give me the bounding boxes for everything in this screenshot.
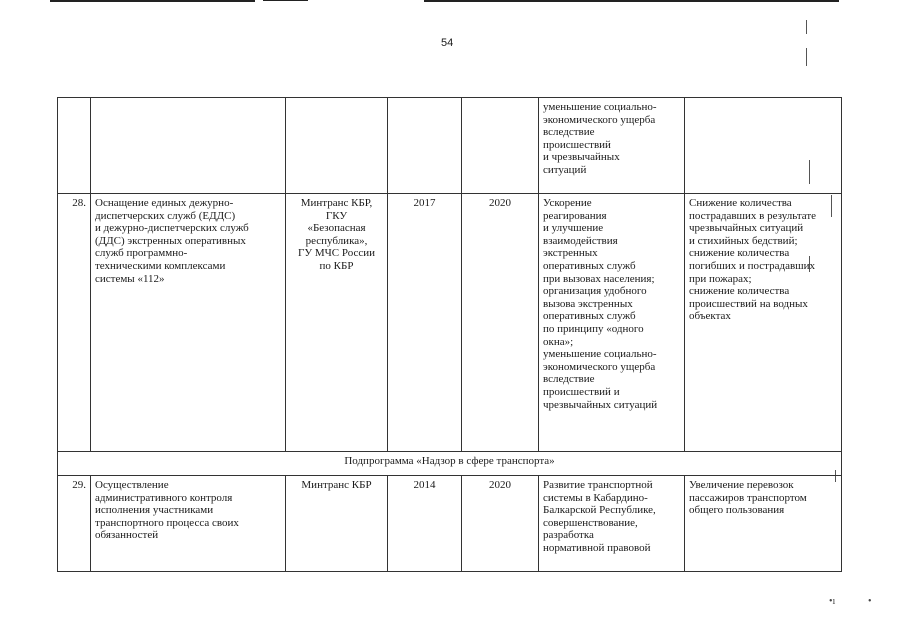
measures-table: [57, 97, 842, 572]
scan-dot: •ı: [829, 596, 836, 607]
margin-mark: [806, 48, 807, 66]
scan-edge-line-left: [50, 0, 255, 2]
expected-result: Развитие транспортной системы в Кабардино- Балкарской Республике, совершенствование, разработка нормативной правовой: [539, 476, 685, 572]
table-row: [58, 98, 842, 194]
table-row: [58, 476, 842, 572]
table-row: [58, 194, 842, 452]
executor: [286, 98, 388, 194]
end-year: 2020: [462, 194, 539, 452]
row-number: 29.: [58, 476, 91, 572]
margin-mark: [806, 20, 807, 34]
expected-result: уменьшение социально- экономического ущерба вследствие происшествий и чрезвычайных ситуаций: [539, 98, 685, 194]
indicators: Снижение количества пострадавших в результате чрезвычайных ситуаций и стихийных бедствий; снижение количества погибших и пострадавших при пожарах; снижение количества происшествий на водных объектах: [685, 194, 842, 452]
end-year: 2020: [462, 476, 539, 572]
row-number: 28.: [58, 194, 91, 452]
measure-name: [91, 98, 286, 194]
measure-name: Осуществление административного контроля исполнения участниками транспортного процесса своих обязанностей: [91, 476, 286, 572]
executor: Минтранс КБР, ГКУ «Безопасная республика», ГУ МЧС России по КБР: [286, 194, 388, 452]
scan-edge-line-mid: [263, 0, 308, 1]
page-number: 54: [441, 37, 454, 49]
row-number: [58, 98, 91, 194]
executor: Минтранс КБР: [286, 476, 388, 572]
subprogram-row: [58, 452, 842, 476]
end-year: [462, 98, 539, 194]
scan-dot: •: [868, 596, 872, 607]
expected-result: Ускорение реагирования и улучшение взаимодействия экстренных оперативных служб при вызовах населения; организация удобного вызова экстренных оперативных служб по принципу «одного окна»; уменьшение социально- экономического ущерба вследствие происшествий и чрезвычайных ситуаций: [539, 194, 685, 452]
start-year: 2014: [388, 476, 462, 572]
start-year: [388, 98, 462, 194]
indicators: Увеличение перевозок пассажиров транспортом общего пользования: [685, 476, 842, 572]
subprogram-title: Подпрограмма «Надзор в сфере транспорта»: [58, 452, 842, 476]
scan-edge-line-right: [424, 0, 839, 2]
measure-name: Оснащение единых дежурно- диспетчерских служб (ЕДДС) и дежурно-диспетчерских служб (ДДС) экстренных оперативных служб программно- техническими комплексами системы «112»: [91, 194, 286, 452]
start-year: 2017: [388, 194, 462, 452]
indicators: [685, 98, 842, 194]
